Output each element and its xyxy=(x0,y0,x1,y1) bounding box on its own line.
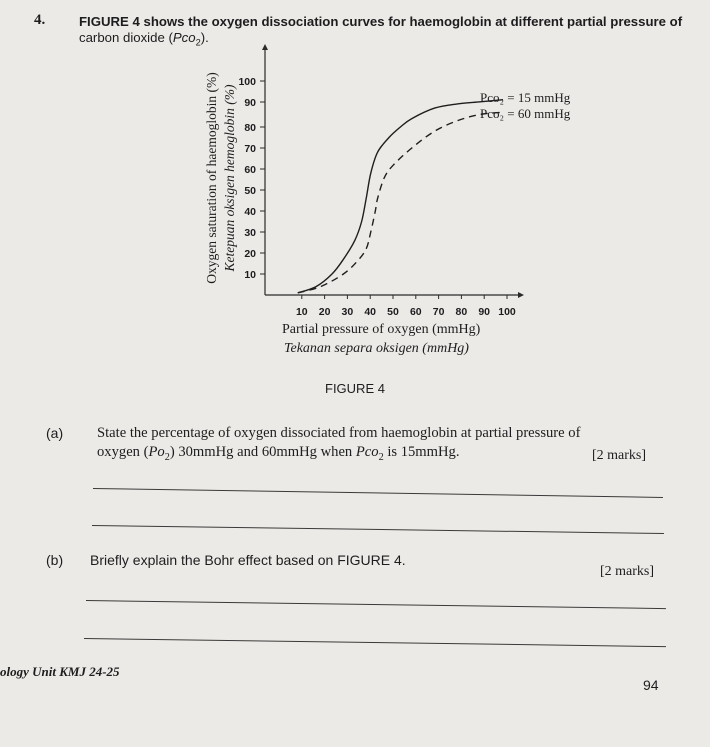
question-number: 4. xyxy=(34,12,46,28)
curve-pco2-15 xyxy=(298,100,503,293)
x-axis-label-english: Partial pressure of oxygen (mmHg) xyxy=(282,322,481,337)
x-tick-label: 100 xyxy=(498,306,516,318)
part-a-line2: oxygen $(Po_2)$ 30mmHg and 60mmHg when Pco$_2$ is 15mmHg. xyxy=(97,444,460,463)
x-tick-label: 70 xyxy=(432,306,445,318)
y-tick-label: 60 xyxy=(244,164,256,176)
x-tick-label: 20 xyxy=(318,306,331,318)
part-b-line1: Briefly explain the Bohr effect based on FIGURE 4. xyxy=(90,552,406,568)
x-axis-arrow xyxy=(518,292,524,298)
x-tick-label: 90 xyxy=(478,306,491,318)
x-tick-label: 60 xyxy=(409,306,422,318)
x-tick-label: 80 xyxy=(455,306,468,318)
y-tick-label: 10 xyxy=(244,269,256,281)
y-axis-label-malay: Ketepuan oksigen hemoglobin (%) xyxy=(222,84,237,272)
part-a-marks: [2 marks] xyxy=(592,448,647,463)
part-a-label: (a) xyxy=(46,425,64,441)
chart-curves xyxy=(298,100,503,293)
y-tick-label: 80 xyxy=(244,122,256,134)
curve-pco2-60 xyxy=(298,112,503,293)
part-b-marks: [2 marks] xyxy=(600,564,655,579)
y-tick-label: 90 xyxy=(244,97,256,109)
legend-label-dashed: Pco₂ = 60 mmHg xyxy=(480,106,571,121)
x-tick-label: 30 xyxy=(341,306,354,318)
chart-ticks xyxy=(238,76,515,318)
x-tick-label: 50 xyxy=(387,306,399,318)
y-axis-arrow xyxy=(262,44,268,50)
y-tick-label: 70 xyxy=(244,143,256,155)
page-number: 94 xyxy=(643,677,659,693)
x-tick-label: 40 xyxy=(364,306,377,318)
legend-label-solid: Pco₂ = 15 mmHg xyxy=(480,90,571,105)
x-tick-label: 10 xyxy=(295,306,308,318)
part-b-label: (b) xyxy=(46,552,64,568)
chart-axes xyxy=(262,44,524,298)
part-a-line1: State the percentage of oxygen dissociated from haemoglobin at partial pressure of xyxy=(97,425,581,441)
x-axis-label-malay: Tekanan separa oksigen (mmHg) xyxy=(284,341,469,356)
question-intro-line1: FIGURE 4 shows the oxygen dissociation curves for haemoglobin at different partial pressure of xyxy=(79,14,683,29)
footer-left-text: ology Unit KMJ 24-25 xyxy=(0,664,120,679)
y-tick-label: 50 xyxy=(244,185,256,197)
y-tick-label: 40 xyxy=(244,206,256,218)
y-tick-label: 20 xyxy=(244,248,256,260)
y-tick-label: 30 xyxy=(244,227,256,239)
y-axis-label-english: Oxygen saturation of haemoglobin (%) xyxy=(204,72,219,284)
question-intro-line2: carbon dioxide (Pco$_2$). xyxy=(79,30,209,48)
y-tick-label: 100 xyxy=(238,76,256,88)
figure-caption: FIGURE 4 xyxy=(325,381,385,396)
